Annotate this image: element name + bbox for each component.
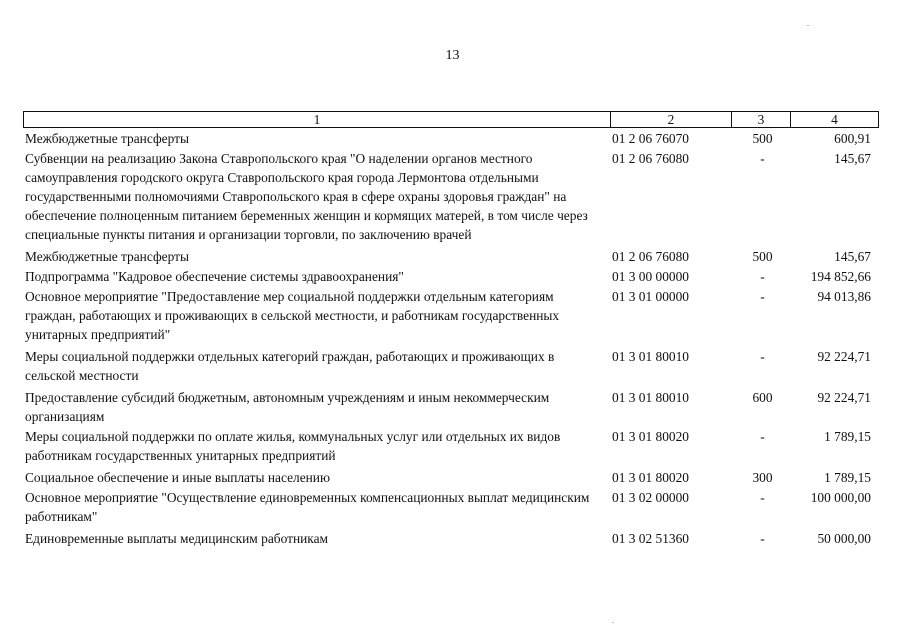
row-name: Основное мероприятие "Осуществление единовременных компенсационных выплат медицинским работникам" — [25, 490, 590, 524]
row-amount: 1 789,15 — [824, 470, 871, 485]
row-code: 01 3 01 80020 — [612, 429, 689, 444]
header-col-1: 1 — [24, 112, 611, 127]
page-number: 13 — [445, 48, 460, 63]
row-amount: 145,67 — [834, 249, 871, 264]
row-type: 500 — [752, 249, 773, 264]
row-code: 01 3 01 80020 — [612, 470, 689, 485]
row-type: 300 — [752, 470, 773, 485]
row-amount: 1 789,15 — [824, 429, 871, 444]
row-name: Предоставление субсидий бюджетным, автономным учреждениям и иным некоммерческим организациям — [25, 390, 550, 424]
table-row — [23, 347, 879, 385]
row-code: 01 3 01 80010 — [612, 349, 689, 364]
row-code: 01 2 06 76080 — [612, 151, 689, 166]
row-type: 500 — [752, 131, 773, 146]
table-row — [23, 267, 879, 286]
row-code: 01 2 06 76080 — [612, 249, 689, 264]
row-name: Меры социальной поддержки отдельных категорий граждан, работающих и проживающих в сельской местности — [25, 349, 555, 383]
row-amount: 92 224,71 — [817, 349, 871, 364]
row-amount: 50 000,00 — [817, 531, 871, 546]
row-code: 01 2 06 76070 — [612, 131, 689, 146]
row-type: - — [760, 490, 765, 505]
table-row — [23, 149, 879, 244]
row-amount: 145,67 — [834, 151, 871, 166]
header-col-3: 3 — [732, 112, 791, 127]
table-row — [23, 287, 879, 344]
row-code: 01 3 02 51360 — [612, 531, 689, 546]
row-code: 01 3 02 00000 — [612, 490, 689, 505]
row-code: 01 3 01 80010 — [612, 390, 689, 405]
header-col-4: 4 — [831, 112, 838, 127]
row-name: Субвенции на реализацию Закона Ставропольского края "О наделении органов местного самоуправления городского округа Ставропольского края города Лермонтова отдельными государственными полномочиями Ставропольского края в сфере охраны здоровья граждан" на обеспечение полноценным питанием беременных женщин и кормящих матерей, в том числе через специальные пункты питания и организации торговли, по заключению врачей — [25, 151, 588, 242]
row-amount: 92 224,71 — [817, 390, 871, 405]
row-name: Основное мероприятие "Предоставление мер социальной поддержки отдельным категориям граждан, работающих и проживающих в сельской местности, и работникам государственных унитарных предприятий" — [25, 289, 560, 342]
row-type: - — [760, 269, 765, 284]
row-name: Подпрограмма "Кадровое обеспечение системы здравоохранения" — [25, 269, 404, 284]
table-row — [23, 529, 879, 548]
scan-speck — [807, 25, 809, 26]
row-code: 01 3 00 00000 — [612, 269, 689, 284]
row-name: Единовременные выплаты медицинским работникам — [25, 531, 329, 546]
row-type: - — [760, 531, 765, 546]
row-code: 01 3 01 00000 — [612, 289, 689, 304]
table-header — [23, 111, 879, 128]
header-col-2: 2 — [611, 112, 732, 127]
scan-speck — [612, 622, 614, 623]
row-amount: 600,91 — [834, 131, 871, 146]
table-row — [23, 427, 879, 465]
row-name: Межбюджетные трансферты — [25, 131, 189, 146]
table-row — [23, 247, 879, 266]
row-amount: 100 000,00 — [810, 490, 871, 505]
table-row — [23, 388, 879, 426]
table-row — [23, 488, 879, 526]
row-type: - — [760, 429, 765, 444]
table-row — [23, 468, 879, 487]
row-type: - — [760, 151, 765, 166]
row-amount: 94 013,86 — [817, 289, 871, 304]
row-type: - — [760, 289, 765, 304]
row-type: - — [760, 349, 765, 364]
row-name: Социальное обеспечение и иные выплаты населению — [25, 470, 330, 485]
budget-table — [23, 111, 879, 548]
row-name: Меры социальной поддержки по оплате жилья, коммунальных услуг или отдельных их видов работникам государственных унитарных предприятий — [25, 429, 561, 463]
row-name: Межбюджетные трансферты — [25, 249, 189, 264]
row-amount: 194 852,66 — [810, 269, 871, 284]
table-row — [23, 129, 879, 148]
row-type: 600 — [752, 390, 773, 405]
